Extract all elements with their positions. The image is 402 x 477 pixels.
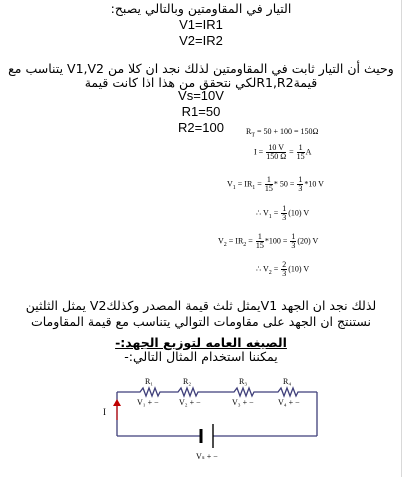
resistor-label-r2: R₂ [183, 377, 192, 386]
source-voltage: Vs=10V [178, 88, 224, 103]
resistor-label-r1: R₁ [145, 377, 154, 386]
resistor-label-r4: R₄ [283, 377, 292, 386]
paragraph-1-line-2: قيمةR1,R2لكي نتحقق من هذا اذا كانت قيمة [84, 75, 318, 90]
equation-total-resistance: $R_T = 50 + 100 = 150\Omega$ [246, 127, 319, 139]
equation-v1: V1=IR1 [179, 17, 223, 32]
equation-v1-result: ∴ $V_1$ = $\frac{1}{3}$ (10) V [256, 204, 310, 222]
equation-current: I = $\frac{10 V}{150 \Omega}$ = $\frac{1}{15}$ A [254, 143, 312, 161]
voltage-label-v2: V₂ + − [179, 398, 201, 407]
equation-v1-calc: $V_1 = IR_1$ = $\frac{1}{15}$ * 50 = $\frac{1}{3}$ *10 V [227, 175, 324, 193]
equation-v2-calc: $V_2 = IR_2$ = $\frac{1}{15}$ *100 = $\frac{1}{3}$ (20) V [218, 232, 319, 250]
resistor-label-r3: R₃ [239, 377, 248, 386]
voltage-label-v1: V₁ + − [137, 398, 159, 407]
paragraph-1-line-1: وحيث أن التيار ثابت في المقاومتين لذلك نجد ان كلا من V1,V2 يتناسب مع [8, 61, 394, 76]
equation-v2-result: ∴ $V_2$ = $\frac{2}{3}$ (10) V [256, 260, 310, 278]
voltage-label-v3: V₃ + − [232, 398, 254, 407]
text-line-current: التيار في المقاومتين وبالتالي يصبح: [110, 1, 292, 16]
voltage-label-v4: V₄ + − [278, 398, 300, 407]
resistor-r1-value: R1=50 [181, 104, 221, 119]
resistor-r2-value: R2=100 [178, 120, 224, 135]
current-label: I [103, 407, 106, 417]
equation-v2: V2=IR2 [179, 33, 223, 48]
section-heading: الصيغه العامه لتوزيع الجهد:- [115, 335, 287, 350]
source-label: Vₛ + − [196, 452, 218, 461]
paragraph-2-line-2: نستنتج ان الجهد على مقاومات التوالي يتناسب مع قيمة المقاومات [30, 314, 371, 329]
paragraph-2-line-1: لذلك نجد ان الجهد V1يمثل ثلث قيمة المصدر وكذلكV2 يمثل الثلثين [25, 298, 377, 313]
paragraph-3: يمكننا استخدام المثال التالي:- [124, 349, 278, 364]
